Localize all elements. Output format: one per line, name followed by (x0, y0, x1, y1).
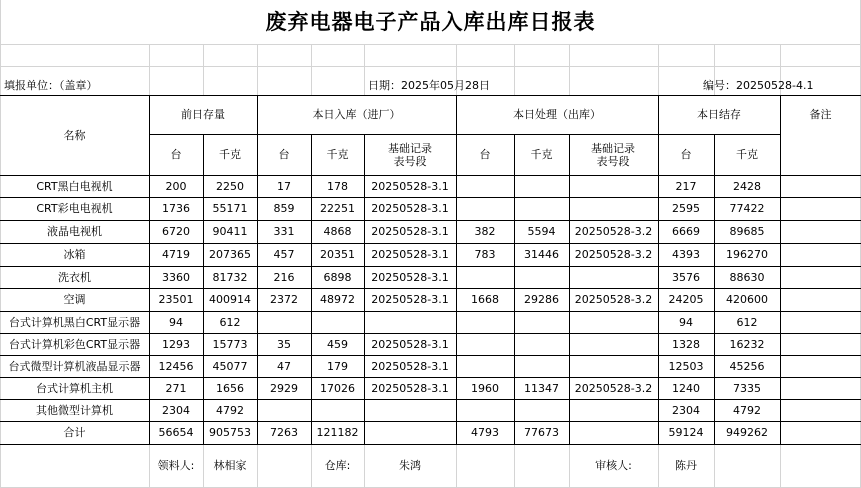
cell-close-kg: 2428 (733, 179, 761, 193)
cell-in-record: 20250528-3.1 (371, 248, 449, 261)
gridline (780, 444, 781, 487)
cell-in-kg: 179 (327, 359, 348, 373)
cell-close-kg: 612 (736, 315, 758, 329)
cell-in-record (364, 312, 456, 333)
cell-name: 台式计算机彩色CRT显示器 (8, 337, 141, 351)
subheader-out-kg: 千克 (530, 148, 553, 161)
cell-close-kg: 77422 (729, 202, 765, 215)
warehouse-label: 仓库: (324, 458, 351, 472)
cell-out-units (456, 267, 514, 288)
subheader-prev-units: 台 (170, 148, 182, 161)
cell-prev-units: 200 (165, 179, 187, 193)
cell-out-kg (514, 312, 569, 333)
cell-in-units: 47 (277, 359, 291, 373)
cell-out-record: 20250528-3.2 (574, 225, 653, 238)
cell-in-kg: 459 (327, 337, 348, 351)
cell-prev-units: 2304 (162, 403, 190, 417)
subheader-out-units: 台 (479, 148, 491, 161)
cell-in-kg (311, 312, 364, 333)
gridline (456, 444, 457, 487)
gridline (0, 66, 861, 67)
cell-out-units (456, 312, 514, 333)
cell-close-units: 6669 (672, 225, 700, 238)
reviewer-name: 陈丹 (675, 458, 697, 472)
cell-name: 液晶电视机 (47, 225, 102, 238)
cell-in-record: 20250528-3.1 (371, 381, 449, 395)
gridline (257, 444, 258, 487)
cell-out-record (569, 356, 658, 377)
subheader-prev-kg: 千克 (219, 148, 241, 161)
receiver-label: 领料人: (157, 458, 195, 472)
cell-out-kg: 31446 (524, 248, 559, 261)
cell-prev-kg: 4792 (216, 403, 244, 417)
cell-out-kg: 5594 (527, 225, 556, 238)
cell-out-record (569, 198, 658, 220)
subheader-in-kg: 千克 (326, 148, 349, 161)
cell-prev-units: 3360 (162, 270, 190, 284)
gridline (658, 44, 659, 95)
cell-prev-units: 23501 (158, 293, 194, 306)
cell-out-kg (514, 356, 569, 377)
cell-name: 台式微型计算机液晶显示器 (8, 359, 141, 373)
cell-remark (780, 422, 861, 444)
cell-out-units (456, 198, 514, 220)
cell-close-kg: 16232 (729, 337, 765, 351)
reporting-unit-label: 填报单位：（盖章） (4, 79, 98, 92)
cell-close-units: 1328 (672, 337, 700, 351)
header-inbound: 本日入库（进厂） (312, 108, 401, 121)
cell-in-record: 20250528-3.1 (371, 202, 449, 215)
cell-prev-units: 6720 (162, 225, 190, 238)
cell-prev-kg: 905753 (209, 426, 251, 439)
report-number: 编号：20250528-4.1 (703, 79, 814, 92)
cell-in-record: 20250528-3.1 (371, 179, 449, 193)
cell-out-record: 20250528-3.2 (574, 248, 653, 261)
cell-in-kg: 121182 (316, 426, 359, 439)
cell-out-units (456, 176, 514, 197)
cell-prev-units: 56654 (158, 426, 194, 439)
cell-out-record (569, 267, 658, 288)
cell-in-record: 20250528-3.1 (371, 225, 449, 238)
cell-in-kg: 17026 (320, 381, 355, 395)
cell-name: 合计 (63, 426, 86, 439)
cell-in-units: 216 (273, 270, 295, 284)
cell-remark (780, 289, 861, 311)
gridline (0, 44, 861, 45)
subheader-close-units: 台 (680, 148, 692, 161)
cell-close-units: 1240 (672, 381, 700, 395)
cell-out-kg (514, 267, 569, 288)
cell-remark (780, 244, 861, 266)
cell-close-kg: 7335 (733, 381, 761, 395)
warehouse-name: 朱鸿 (399, 458, 421, 472)
cell-close-kg: 949262 (726, 426, 768, 439)
gridline (514, 444, 515, 487)
cell-in-kg: 22251 (320, 202, 355, 215)
report-date: 日期：2025年05月28日 (368, 79, 490, 92)
cell-prev-kg: 400914 (209, 293, 251, 306)
cell-prev-units: 1293 (162, 337, 190, 351)
subheader-out-record: 基础记录表号段 (591, 142, 635, 168)
cell-out-kg: 11347 (524, 381, 559, 395)
cell-in-record: 20250528-3.1 (371, 293, 449, 306)
cell-close-units: 2595 (672, 202, 700, 215)
cell-in-record (364, 422, 456, 444)
cell-out-kg: 29286 (524, 293, 559, 306)
cell-remark (780, 221, 861, 243)
cell-name: 台式计算机主机 (36, 381, 113, 395)
cell-close-kg: 45256 (729, 359, 765, 373)
cell-in-units: 2929 (270, 381, 298, 395)
cell-in-kg: 178 (327, 179, 348, 193)
cell-prev-kg: 1656 (216, 381, 244, 395)
cell-prev-kg: 15773 (212, 337, 248, 351)
cell-remark (780, 176, 861, 197)
gridline (714, 444, 715, 487)
cell-name: CRT彩电电视机 (36, 202, 113, 215)
cell-close-kg: 420600 (726, 293, 768, 306)
gridline (569, 44, 570, 95)
cell-out-units: 382 (474, 225, 496, 238)
cell-in-units: 331 (273, 225, 295, 238)
receiver-name: 林相家 (213, 458, 247, 472)
cell-remark (780, 267, 861, 288)
cell-in-units (257, 400, 311, 421)
cell-remark (780, 378, 861, 399)
cell-in-record: 20250528-3.1 (371, 270, 449, 284)
cell-out-record: 20250528-3.2 (574, 293, 653, 306)
cell-in-units: 457 (273, 248, 295, 261)
cell-out-kg: 77673 (524, 426, 559, 439)
cell-in-units (257, 312, 311, 333)
cell-in-units: 2372 (270, 293, 298, 306)
subheader-close-kg: 千克 (736, 148, 758, 161)
cell-prev-kg: 45077 (212, 359, 248, 373)
cell-out-units: 1668 (471, 293, 499, 306)
cell-close-units: 217 (675, 179, 697, 193)
cell-prev-kg: 81732 (212, 270, 248, 284)
gridline (311, 44, 312, 95)
cell-remark (780, 198, 861, 220)
gridline (257, 44, 258, 95)
cell-name: 洗衣机 (58, 270, 91, 284)
cell-out-units (456, 334, 514, 355)
header-remarks: 备注 (809, 108, 832, 121)
reviewer-label: 审核人: (595, 458, 632, 472)
cell-prev-kg: 2250 (216, 179, 244, 193)
cell-in-units: 35 (277, 337, 291, 351)
cell-prev-kg: 90411 (212, 225, 248, 238)
cell-close-units: 2304 (672, 403, 700, 417)
cell-close-kg: 196270 (726, 248, 768, 261)
cell-remark (780, 312, 861, 333)
cell-remark (780, 356, 861, 377)
cell-in-kg: 20351 (320, 248, 355, 261)
cell-out-record (569, 312, 658, 333)
cell-close-units: 12503 (668, 359, 704, 373)
cell-out-record (569, 400, 658, 421)
cell-out-units: 783 (474, 248, 496, 261)
cell-close-units: 59124 (668, 426, 704, 439)
cell-in-kg: 48972 (320, 293, 355, 306)
cell-out-record: 20250528-3.2 (574, 381, 653, 395)
cell-prev-kg: 207365 (209, 248, 251, 261)
cell-out-record (569, 176, 658, 197)
header-outbound: 本日处理（出库） (513, 108, 601, 121)
cell-in-record: 20250528-3.1 (371, 359, 449, 373)
cell-out-kg (514, 198, 569, 220)
cell-in-kg (311, 400, 364, 421)
page-title: 废弃电器电子产品入库出库日报表 (265, 10, 596, 34)
cell-out-kg (514, 176, 569, 197)
cell-name: CRT黑白电视机 (36, 179, 113, 193)
cell-close-kg: 89685 (729, 225, 765, 238)
cell-out-record (569, 334, 658, 355)
cell-out-units (456, 400, 514, 421)
cell-out-units (456, 356, 514, 377)
cell-close-units: 94 (679, 315, 693, 329)
cell-in-kg: 4868 (323, 225, 352, 238)
cell-out-units: 4793 (471, 426, 499, 439)
cell-close-kg: 88630 (729, 270, 765, 284)
header-name: 名称 (63, 128, 86, 142)
cell-name: 台式计算机黑白CRT显示器 (8, 315, 141, 329)
header-closing: 本日结存 (697, 108, 741, 121)
cell-name: 其他微型计算机 (36, 403, 113, 417)
cell-in-kg: 6898 (323, 270, 352, 284)
header-prev-stock: 前日存量 (181, 108, 225, 121)
cell-close-units: 4393 (672, 248, 700, 261)
cell-prev-units: 94 (169, 315, 183, 329)
subheader-in-units: 台 (278, 148, 290, 161)
cell-out-kg (514, 400, 569, 421)
cell-close-units: 3576 (672, 270, 700, 284)
cell-prev-units: 271 (165, 381, 187, 395)
cell-close-kg: 4792 (733, 403, 761, 417)
cell-name: 空调 (63, 293, 86, 306)
cell-prev-units: 12456 (158, 359, 194, 373)
cell-in-units: 7263 (270, 426, 298, 439)
cell-prev-kg: 612 (219, 315, 241, 329)
cell-prev-units: 1736 (162, 202, 190, 215)
cell-in-units: 17 (277, 179, 291, 193)
cell-prev-kg: 55171 (212, 202, 248, 215)
cell-remark (780, 400, 861, 421)
cell-name: 冰箱 (63, 248, 86, 261)
cell-out-record (569, 422, 658, 444)
cell-prev-units: 4719 (162, 248, 190, 261)
cell-remark (780, 334, 861, 355)
cell-in-record: 20250528-3.1 (371, 337, 449, 351)
gridline (364, 44, 365, 95)
cell-close-units: 24205 (668, 293, 704, 306)
cell-in-units: 859 (273, 202, 295, 215)
cell-in-record (364, 400, 456, 421)
cell-out-kg (514, 334, 569, 355)
subheader-in-record: 基础记录表号段 (388, 142, 432, 168)
cell-out-units: 1960 (471, 381, 499, 395)
